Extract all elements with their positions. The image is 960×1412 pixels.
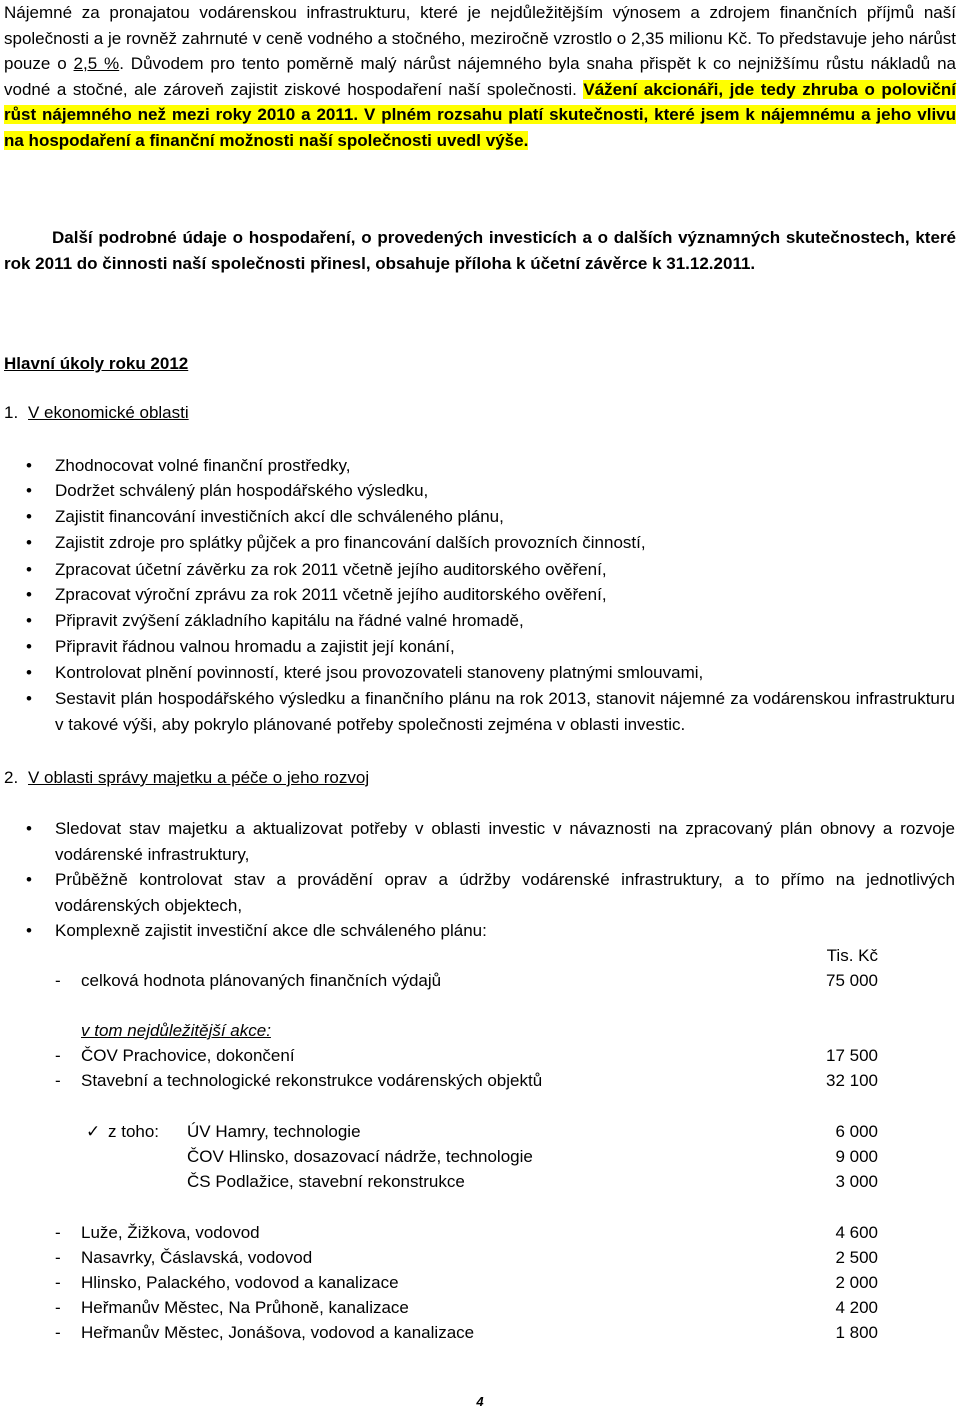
project-item-label: Luže, Žižkova, vodovod — [81, 1223, 260, 1242]
list-item: Komplexně zajistit investiční akce dle schváleného plánu: — [55, 921, 487, 940]
sub-item-label: ÚV Hamry, technologie — [187, 1122, 361, 1141]
dash-marker: - — [55, 1323, 61, 1342]
important-item-value: 17 500 — [826, 1046, 878, 1065]
bullet-icon: • — [26, 663, 32, 682]
project-item-value: 4 200 — [835, 1298, 878, 1317]
intro-text-a: Nájemné za pronajatou vodárenskou infrastrukturu, které je nejdůležitějším výnosem a zdrojem finančních příjmů naší společnosti a je rovněž zahrnuté v ceně vodného a stočného, meziročně vzrostlo o 2,35 milionu Kč. To představuje jeho nárůst pouze o — [4, 3, 956, 73]
sub-item-label: ČS Podlažice, stavební rekonstrukce — [187, 1172, 465, 1191]
important-item-label: ČOV Prachovice, dokončení — [81, 1046, 295, 1065]
project-item-label: Hlinsko, Palackého, vodovod a kanalizace — [81, 1273, 399, 1292]
page-number: 4 — [476, 1394, 484, 1409]
growth-percentage: 2,5 % — [73, 54, 120, 73]
bullet-icon: • — [26, 637, 32, 656]
sub-item-value: 6 000 — [835, 1122, 878, 1141]
project-item-label: Nasavrky, Čáslavská, vodovod — [81, 1248, 313, 1267]
list-item: Kontrolovat plnění povinností, které jsou provozovateli stanoveny platnými smlouvami, — [55, 663, 704, 682]
list-item: Zhodnocovat volné finanční prostředky, — [55, 456, 351, 475]
list-item: Průběžně kontrolovat stav a provádění oprav a údržby vodárenské infrastruktury, a to přímo na jednotlivých vodárenských objektech, — [55, 870, 955, 915]
sub-item-value: 3 000 — [835, 1172, 878, 1191]
bullet-icon: • — [26, 585, 32, 604]
dash-marker: - — [55, 1071, 61, 1090]
project-item-value: 2 000 — [835, 1273, 878, 1292]
important-item-label: Stavební a technologické rekonstrukce vodárenských objektů — [81, 1071, 543, 1090]
list-item: Připravit řádnou valnou hromadu a zajistit její konání, — [55, 637, 455, 656]
bullet-icon: • — [26, 533, 32, 552]
dash-marker: - — [55, 1273, 61, 1292]
bullet-icon: • — [26, 689, 32, 708]
important-label: v tom nejdůležitější akce: — [81, 1021, 271, 1040]
project-item-value: 4 600 — [835, 1223, 878, 1242]
dash-marker: - — [55, 971, 61, 990]
unit-header: Tis. Kč — [826, 946, 878, 965]
bullet-icon: • — [26, 870, 32, 889]
section2-title: V oblasti správy majetku a péče o jeho rozvoj — [28, 768, 370, 787]
project-item-value: 2 500 — [835, 1248, 878, 1267]
sub-item-value: 9 000 — [835, 1147, 878, 1166]
main-heading: Hlavní úkoly roku 2012 — [4, 354, 189, 373]
list-item: Připravit zvýšení základního kapitálu na řádné valné hromadě, — [55, 611, 524, 630]
dash-marker: - — [55, 1046, 61, 1065]
bullet-icon: • — [26, 481, 32, 500]
bullet-icon: • — [26, 921, 32, 940]
bullet-icon: • — [26, 507, 32, 526]
total-label: celková hodnota plánovaných finančních výdajů — [81, 971, 442, 990]
dash-marker: - — [55, 1248, 61, 1267]
list-item: Zajistit zdroje pro splátky půjček a pro financování dalších provozních činností, — [55, 533, 646, 552]
list-item: Dodržet schválený plán hospodářského výsledku, — [55, 481, 429, 500]
of-which-label: z toho: — [108, 1122, 160, 1141]
section1-title: V ekonomické oblasti — [28, 403, 189, 422]
section1-number: 1. — [4, 403, 19, 422]
dash-marker: - — [55, 1298, 61, 1317]
list-item: Sestavit plán hospodářského výsledku a finančního plánu na rok 2013, stanovit nájemné za vodárenskou infrastrukturu v takové výši, aby pokrylo plánované potřeby společnosti zejména v oblasti investic. — [55, 689, 955, 734]
bullet-icon: • — [26, 819, 32, 838]
bullet-icon: • — [26, 611, 32, 630]
details-paragraph: Další podrobné údaje o hospodaření, o provedených investicích a o dalších významných skutečnostech, které rok 2011 do činnosti naší společnosti přinesl, obsahuje příloha k účetní závěrce k 31.12.2011. — [4, 228, 956, 273]
list-item: Zpracovat účetní závěrku za rok 2011 včetně jejího auditorského ověření, — [55, 560, 607, 579]
project-item-label: Heřmanův Městec, Na Průhoně, kanalizace — [81, 1298, 409, 1317]
project-item-label: Heřmanův Městec, Jonášova, vodovod a kanalizace — [81, 1323, 475, 1342]
list-item: Sledovat stav majetku a aktualizovat potřeby v oblasti investic v návaznosti na zpracovaný plán obnovy a rozvoje vodárenské infrastruktury, — [55, 819, 955, 864]
section2-number: 2. — [4, 768, 19, 787]
bullet-icon: • — [26, 456, 32, 475]
bullet-icon: • — [26, 560, 32, 579]
highlighted-statement: Vážení akcionáři, jde tedy zhruba o poloviční růst nájemného než mezi roky 2010 a 2011. V plném rozsahu platí skutečnosti, které jsem k nájemnému a jeho vlivu na hospodaření a finanční možnosti naší společnosti uvedl výše. — [4, 79, 957, 150]
project-item-value: 1 800 — [835, 1323, 878, 1342]
dash-marker: - — [55, 1223, 61, 1242]
sub-item-label: ČOV Hlinsko, dosazovací nádrže, technologie — [187, 1147, 533, 1166]
important-item-value: 32 100 — [826, 1071, 878, 1090]
list-item: Zajistit financování investičních akcí dle schváleného plánu, — [55, 507, 504, 526]
check-icon: ✓ — [86, 1122, 101, 1141]
list-item: Zpracovat výroční zprávu za rok 2011 včetně jejího auditorského ověření, — [55, 585, 607, 604]
total-value: 75 000 — [826, 971, 878, 990]
intro-paragraph — [4, 0, 956, 153]
intro-text-b: . Důvodem pro tento poměrně malý nárůst nájemného byla snaha přispět k co nejnižšímu růstu nákladů na vodné a stočné, ale zároveň zajistit ziskové hospodaření naší společnosti. — [4, 54, 956, 99]
